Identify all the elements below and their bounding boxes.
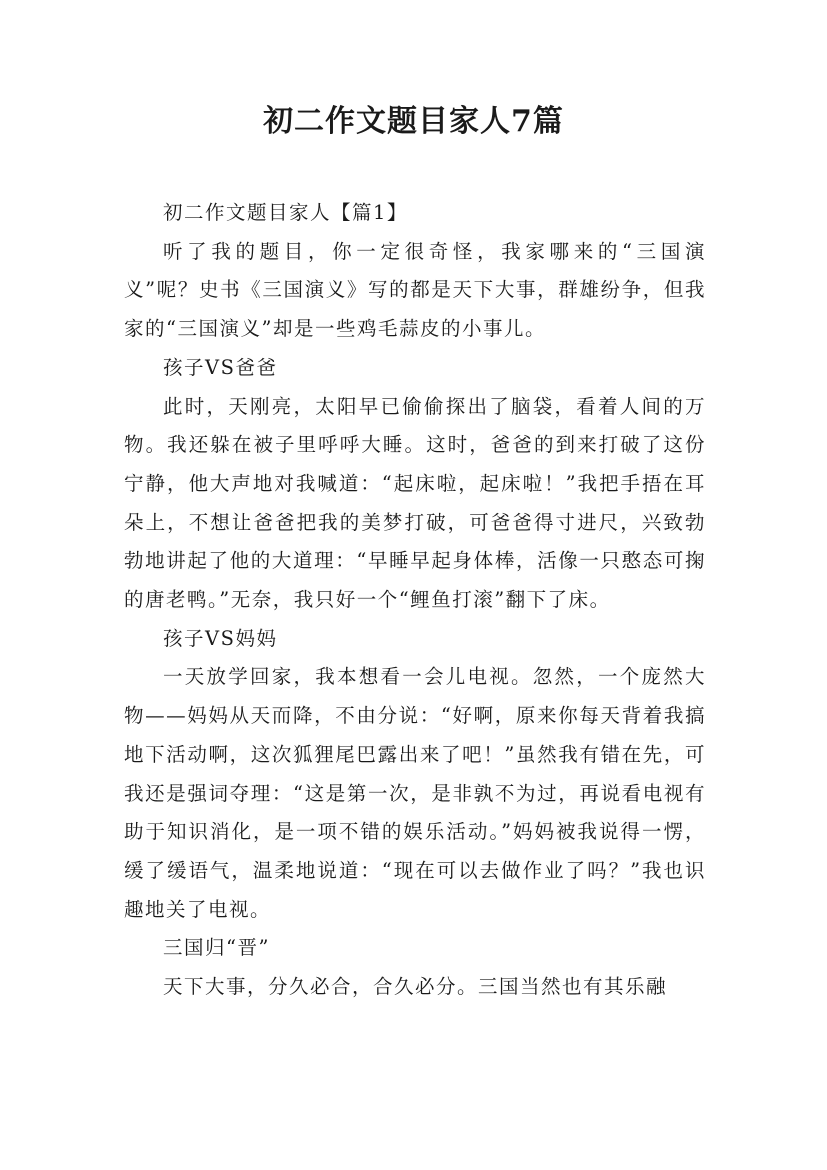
- body-paragraph: 一天放学回家，我本想看一会儿电视。忽然，一个庞然大物——妈妈从天而降，不由分说：“好啊，原来你每天背着我搞地下活动啊，这次狐狸尾巴露出来了吧！”虽然我有错在先，可我还是强词夺理：“这是第一次，是非孰不为过，再说看电视有助于知识消化，是一项不错的娱乐活动。”妈妈被我说得一愣，缓了缓语气，温柔地说道：“现在可以去做作业了吗？”我也识趣地关了电视。: [124, 665, 706, 921]
- subsection-heading: 三国归“晋”: [163, 936, 270, 960]
- section-heading: 初二作文题目家人【篇1】: [163, 201, 408, 224]
- document-title: 初二作文题目家人7篇: [263, 104, 564, 139]
- subsection-heading: 孩子VS爸爸: [163, 355, 278, 379]
- body-paragraph: 听了我的题目，你一定很奇怪，我家哪来的“三国演义”呢？史书《三国演义》写的都是天下大事，群雄纷争，但我家的“三国演义”却是一些鸡毛蒜皮的小事儿。: [124, 239, 706, 341]
- body-paragraph: 天下大事，分久必合，合久必分。三国当然也有其乐融: [163, 975, 668, 999]
- document-body: [124, 194, 706, 1007]
- body-paragraph: 此时，天刚亮，太阳早已偷偷探出了脑袋，看着人间的万物。我还躲在被子里呼呼大睡。这时，爸爸的到来打破了这份宁静，他大声地对我喊道：“起床啦，起床啦！”我把手捂在耳朵上，不想让爸爸把我的美梦打破，可爸爸得寸进尺，兴致勃勃地讲起了他的大道理：“早睡早起身体棒，活像一只憨态可掬的唐老鸭。”无奈，我只好一个“鲤鱼打滚”翻下了床。: [124, 394, 706, 612]
- subsection-heading: 孩子VS妈妈: [163, 626, 278, 650]
